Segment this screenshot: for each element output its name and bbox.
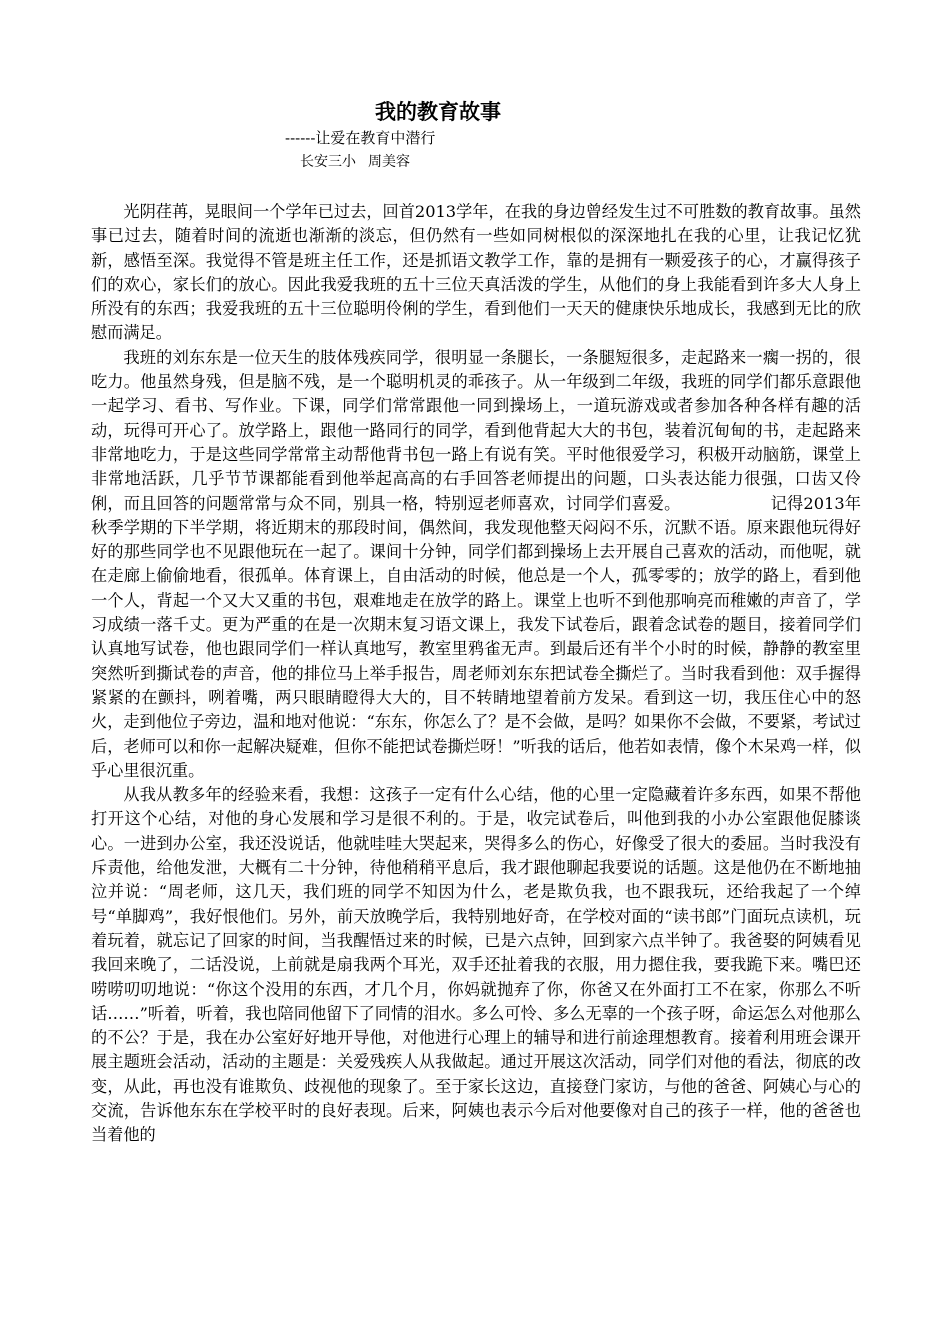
author-school: 长安三小 xyxy=(300,154,356,170)
paragraph: 从我从教多年的经验来看，我想：这孩子一定有什么心结，他的心里一定隐藏着许多东西，如果不帮他打开这个心结，对他的身心发展和学习是很不利的。于是，收完试卷后，叫他到我的小办公室跟他促膝谈心。一进到办公室，我还没说话，他就哇哇大哭起来，哭得多么的伤心，好像受了很大的委屈。当时我没有斥责他，给他发泄，大概有二十分钟，待他稍稍平息后，我才跟他聊起我要说的话题。这是他仍在不断地抽泣并说：“周老师，这几天，我们班的同学不知因为什么，老是欺负我，也不跟我玩，还给我起了一个绰号“单脚鸡”，我好恨他们。另外，前天放晚学后，我特别地好奇，在学校对面的“读书郎”门面玩点读机，玩着玩着，就忘记了回家的时间，当我醒悟过来的时候，已是六点钟，回到家六点半钟了。我爸娶的阿姨看见我回来晚了，二话没说，上前就是扇我两个耳光，双手还扯着我的衣服，用力摁住我，要我跪下来。嘴巴还唠唠叨叨地说：“你这个没用的东西，才几个月，你妈就抛弃了你，你爸又在外面打工不在家，你那么不听话……”听着，听着，我也陪同他留下了同情的泪水。多么可怜、多么无辜的一个孩子呀，命运怎么对他那么的不公？于是，我在办公室好好地开导他，对他进行心理上的辅导和进行前途理想教育。接着利用班会课开展主题班会活动，活动的主题是：关爱残疾人从我做起。通过开展这次活动，同学们对他的看法，彻底的改变，从此，再也没有谁欺负、歧视他的现象了。至于家长这边，直接登门家访，与他的爸爸、阿姨心与心的交流，告诉他东东在学校平时的良好表现。后来，阿姨也表示今后对他要像对自己的孩子一样，他的爸爸也当着他的 xyxy=(91,785,861,1145)
author-line xyxy=(300,151,410,173)
paragraph: 光阴荏苒，晃眼间一个学年已过去，回首2013学年，在我的身边曾经发生过不可胜数的教育故事。虽然事已过去，随着时间的流逝也渐渐的淡忘，但仍然有一些如同树根似的深深地扎在我的心里，让我记忆犹新，感悟至深。我觉得不管是班主任工作，还是抓语文教学工作，靠的是拥有一颗爱孩子的心，才赢得孩子们的欢心，家长们的放心。因此我爱我班的五十三位天真活泼的学生，从他们的身上我能看到许多大人身上所没有的东西；我爱我班的五十三位聪明伶俐的学生，看到他们一天天的健康快乐地成长，我感到无比的欣慰而满足。 xyxy=(91,202,861,343)
author-name: 周美容 xyxy=(368,154,410,170)
document-title: 我的教育故事 xyxy=(375,100,501,124)
paragraph: 我班的刘东东是一位天生的肢体残疾同学，很明显一条腿长，一条腿短很多，走起路来一瘸一拐的，很吃力。他虽然身残，但是脑不残，是一个聪明机灵的乖孩子。从一年级到二年级，我班的同学们都乐意跟他一起学习、看书、写作业。下课，同学们常常跟他一同到操场上，一道玩游戏或者参加各种各样有趣的活动，玩得可开心了。放学路上，跟他一路同行的同学，看到他背起大大的书包，装着沉甸甸的书，走起路来非常地吃力，于是这些同学常常主动帮他背书包一路上有说有笑。平时他很爱学习，积极开动脑筋，课堂上非常地活跃，几乎节节课都能看到他举起高高的右手回答老师提出的问题，口头表达能力很强，口齿又伶俐，而且回答的问题常常与众不同，别具一格，特别逗老师喜欢，讨同学们喜爱。 记得2013年秋季学期的下半学期，将近期末的那段时间，偶然间，我发现他整天闷闷不乐，沉默不语。原来跟他玩得好好的那些同学也不见跟他玩在一起了。课间十分钟，同学们都到操场上去开展自己喜欢的活动，而他呢，就在走廊上偷偷地看，很孤单。体育课上，自由活动的时候，他总是一个人，孤零零的；放学的路上，看到他一个人，背起一个又大又重的书包，艰难地走在放学的路上。课堂上也听不到他那响亮而稚嫩的声音了，学习成绩一落千丈。更为严重的在是一次期末复习语文课上，我发下试卷后，跟着念试卷的题目，接着同学们认真地写试卷，他也跟同学们一样认真地写，教室里鸦雀无声。到最后还有半个小时的时候，静静的教室里突然听到撕试卷的声音，他的排位马上举手报告，周老师刘东东把试卷全撕烂了。当时我看到他：双手握得紧紧的在颤抖，咧着嘴，两只眼睛瞪得大大的，目不转睛地望着前方发呆。看到这一切，我压住心中的怒火，走到他位子旁边，温和地对他说：“东东，你怎么了？是不会做，是吗？如果你不会做，不要紧，考试过后，老师可以和你一起解决疑难，但你不能把试卷撕烂呀！”听我的话后，他若如表情，像个木呆鸡一样，似乎心里很沉重。 xyxy=(91,347,861,780)
article-body xyxy=(91,200,861,1148)
document-subtitle: ------让爱在教育中潜行 xyxy=(285,129,436,147)
